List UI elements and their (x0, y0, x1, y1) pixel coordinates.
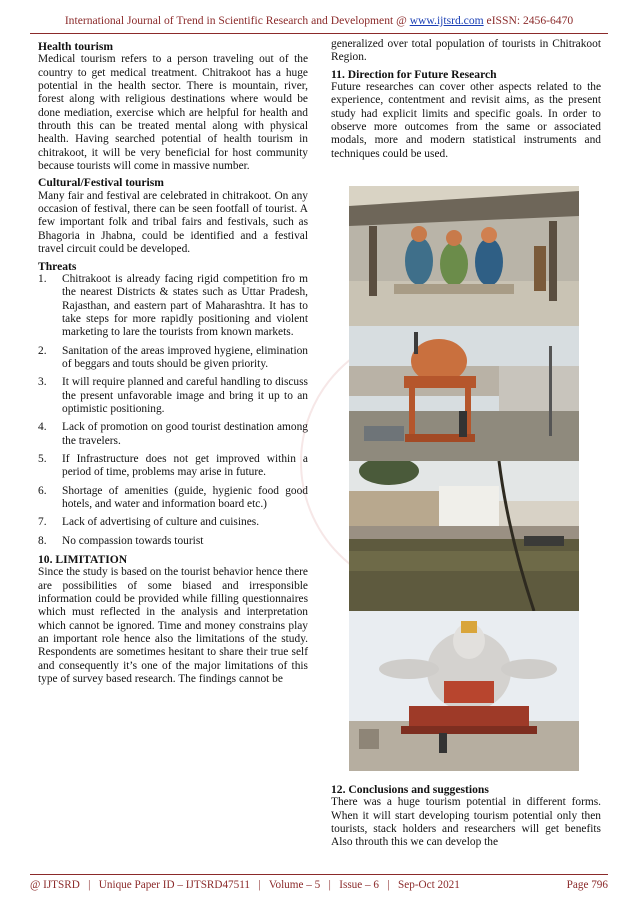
page-number: Page 796 (566, 879, 608, 891)
footer-info: @ IJTSRD | Unique Paper ID – IJTSRD47511 | Volume – 5 | Issue – 6 | Sep-Oct 2021 (30, 879, 460, 891)
threats-heading: Threats (38, 259, 77, 273)
cultural-tourism-heading: Cultural/Festival tourism (38, 176, 164, 190)
list-item: 8. No compassion towards tourist (38, 534, 204, 547)
photo-temple-pavilion (349, 326, 579, 461)
right-column-bottom (331, 781, 601, 853)
list-item: 1. Chitrakoot is already facing rigid competition fro m the nearest Districts & states such as Uttar Pradesh, Rajasthan, and eastern part of Maharashtra. It has to take steps for more rapidly positioning and violent marketing to lare the tourists from known markets. (38, 272, 308, 339)
continued-paragraph: generalized over total population of tourists in Chitrakoot Region. (331, 38, 601, 64)
page-header (0, 14, 638, 27)
list-item: 5. If Infrastructure does not get improved within a period of time, problems may arise in future. (38, 452, 308, 479)
river-ghat-image (349, 461, 579, 611)
list-item: 2. Sanitation of the areas improved hygiene, elimination of beggars and touts should be given priority. (38, 344, 308, 370)
header-suffix: eISSN: 2456-6470 (483, 14, 574, 27)
hanuman-statue-image (349, 611, 579, 771)
header-rule (30, 33, 608, 34)
conclusions-paragraph: There was a huge tourism potential in different forms. When it will start developing tourism potential only then tourists, stack holders and researchers will get benefits Also throuth this we can develop the (331, 796, 601, 849)
right-column (331, 38, 601, 164)
cultural-tourism-paragraph: Many fair and festival are celebrated in chitrakoot. On any occasion of festival, there can be seen footfall of tourist. A few important folk and tribal fairs and festivals, such as Bhagoria in Jhabna, could be identified and a festival travel circuit could be developed. (38, 189, 308, 256)
left-column (38, 38, 308, 689)
limitation-heading: 10. LIMITATION (38, 553, 128, 567)
journal-link[interactable]: www.ijtsrd.com (409, 14, 484, 27)
limitation-paragraph: Since the study is based on the tourist behavior hence there are possibilities of some biased and irresponsible information could be provided while filling questionnaires which must reflected in the analysis and interpretation which cannot be ignored. Time and money constrains play an important role hence also the limitations of the study. Respondents are sometimes hesitant to share their true self and consequently it’s one of the major limitations of this type of survey based research. The findings cannot be (38, 566, 308, 686)
photo-river-ghat (349, 461, 579, 611)
health-tourism-heading: Health tourism (38, 40, 114, 53)
list-item: 7. Lack of advertising of culture and cuisines. (38, 516, 260, 529)
photo-hanuman-statue (349, 611, 579, 771)
footer-rule (30, 874, 608, 875)
list-item: 6. Shortage of amenities (guide, hygienic food good hotels, and water and information board etc.) (38, 484, 308, 510)
list-item: 3. It will require planned and careful handling to discuss the present unfavorable image and bring it up to an optimistic positioning. (38, 376, 308, 415)
temple-pavilion-image (349, 326, 579, 461)
page-footer (30, 879, 608, 891)
shrine-idols-image (349, 186, 579, 326)
health-tourism-paragraph: Medical tourism refers to a person traveling out of the country to get medical treatment. Chitrakoot has a huge potential in the health sector. There is mountain, river, forest along with religious destinations where would be done mediation, exercise which are helpful for health and throuth this can be treated mental along with physical health. Having searched potential of health tourism in chitrakoot, it will be very beneficial for host community because tourists will come in massive number. (38, 53, 308, 173)
future-research-heading: 11. Direction for Future Research (331, 67, 497, 81)
header-prefix: International Journal of Trend in Scientific Research and Development @ (64, 14, 410, 27)
conclusions-heading: 12. Conclusions and suggestions (331, 783, 489, 796)
threats-list (38, 273, 308, 548)
future-research-paragraph: Future researches can cover other aspects related to the experience, contentment and revisit aims, as the present study had explicit limits and specific goals. In order to observe more outcomes from the same or associated modals, more and modern statistical instruments and techniques could be used. (331, 81, 601, 160)
photo-shrine-idols (349, 186, 579, 326)
list-item: 4. Lack of promotion on good tourist destination among the travelers. (38, 421, 308, 447)
